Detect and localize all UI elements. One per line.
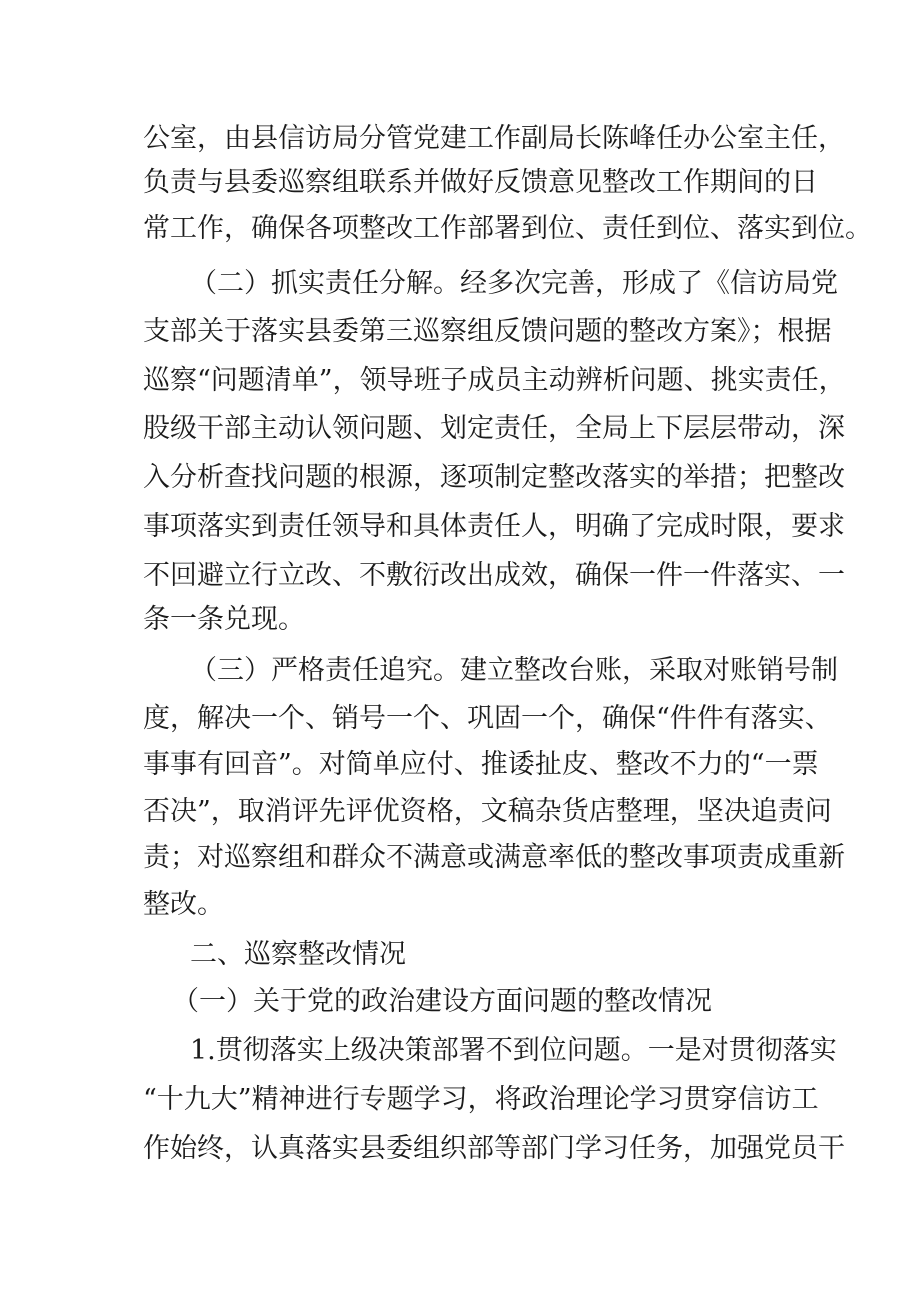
text-line: 事项落实到责任领导和具体责任人，明确了完成时限，要求 (143, 511, 845, 542)
text-line: 责；对巡察组和群众不满意或满意率低的整改事项责成重新 (143, 842, 845, 873)
subsection-heading: （一）关于党的政治建设方面问题的整改情况 (172, 986, 712, 1017)
text-line: 常工作，确保各项整改工作部署到位、责任到位、落实到位。 (143, 213, 872, 244)
text-line: 否决”，取消评先评优资格，文稿杂货店整理，坚决追责问 (143, 796, 832, 827)
paragraph-first-line: （二）抓实责任分解。经多次完善，形成了《信访局党 (190, 268, 838, 299)
text-line: 巡察“问题清单”，领导班子成员主动辨析问题、挑实责任， (143, 365, 846, 396)
section-heading: 二、巡察整改情况 (190, 939, 406, 970)
paragraph-first-line: （三）严格责任追究。建立整改台账，采取对账销号制 (190, 655, 838, 686)
text-line: 作始终，认真落实县委组织部等部门学习任务，加强党员干 (143, 1133, 845, 1164)
text-line: 整改。 (143, 889, 224, 920)
text-line: “十九大”精神进行专题学习，将政治理论学习贯穿信访工 (143, 1084, 819, 1115)
text-line: 负责与县委巡察组联系并做好反馈意见整改工作期间的日 (143, 167, 818, 198)
paragraph-first-line: 1.贯彻落实上级决策部署不到位问题。一是对贯彻落实 (190, 1035, 837, 1066)
text-line: 不回避立行立改、不敷衍改出成效，确保一件一件落实、一 (143, 560, 845, 591)
text-line: 条一条兑现。 (143, 604, 305, 635)
text-line: 事事有回音”。对简单应付、推诿扯皮、整改不力的“一票 (143, 749, 819, 780)
text-line: 支部关于落实县委第三巡察组反馈问题的整改方案》；根据 (143, 316, 832, 347)
text-line: 公室，由县信访局分管党建工作副局长陈峰任办公室主任， (143, 123, 845, 154)
text-line: 度，解决一个、销号一个、巩固一个，确保“件件有落实、 (143, 703, 832, 734)
text-line: 股级干部主动认领问题、划定责任，全局上下层层带动，深 (143, 413, 845, 444)
text-line: 入分析查找问题的根源，逐项制定整改落实的举措；把整改 (143, 462, 845, 493)
